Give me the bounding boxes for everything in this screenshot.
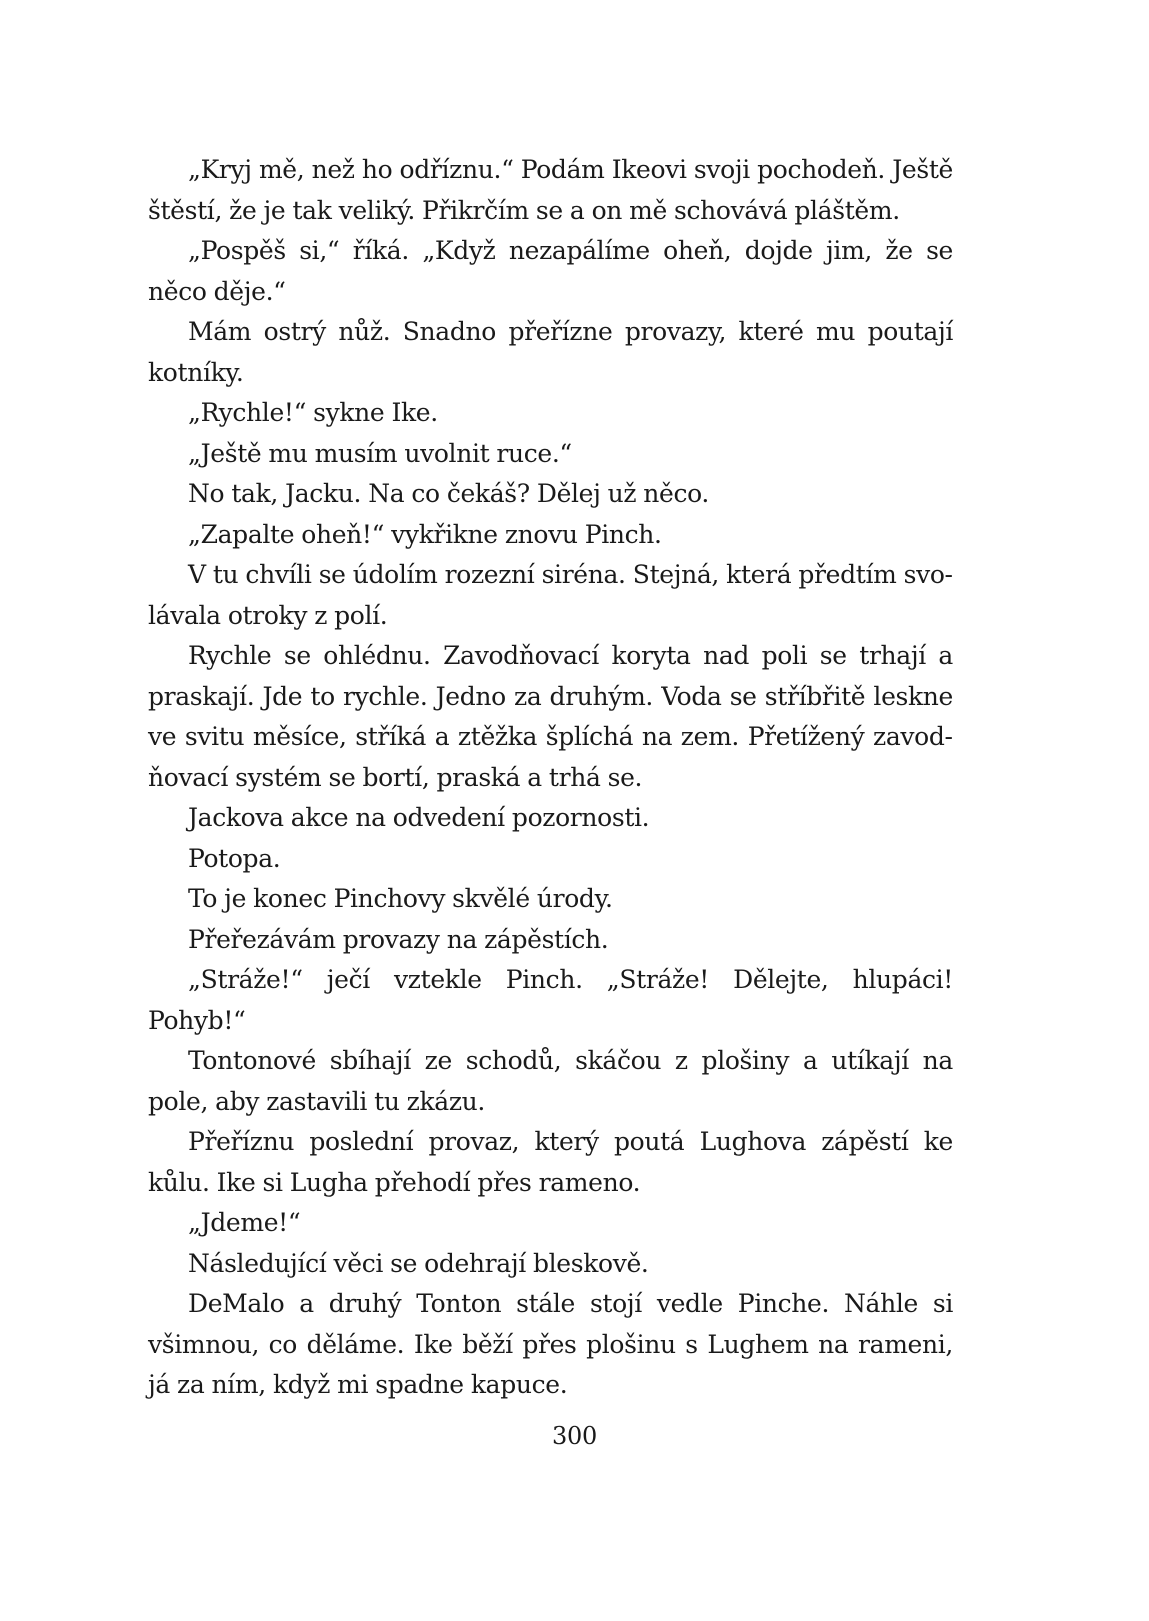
paragraph: Rychle se ohlédnu. Zavodňovací koryta nad poli se trhají a praskají. Jde to rychle. Jedno za druhým. Voda se stříbřitě leskne ve svitu měsíce, stříká a ztěžka šplíchá na zem. Přetížený zavodňovací systém se bortí, praská a trhá se.	[148, 641, 953, 792]
paragraph: Jackova akce na odvedení pozornosti.	[188, 803, 650, 832]
paragraph: Mám ostrý nůž. Snadno přeřízne provazy, které mu poutají kotníky.	[148, 317, 953, 387]
paragraph: „Pospěš si,“ říká. „Když nezapálíme oheň, dojde jim, že se něco děje.“	[148, 236, 953, 306]
paragraph: Potopa.	[188, 843, 281, 873]
paragraph: V tu chvíli se údolím rozezní siréna. Stejná, která předtím svolávala otroky z polí.	[148, 560, 953, 630]
paragraph: Tontonové sbíhají ze schodů, skáčou z plošiny a utíkají na pole, aby zastavili tu zkázu.	[148, 1046, 953, 1116]
paragraph: „Rychle!“ sykne Ike.	[188, 398, 438, 427]
body-text	[148, 150, 953, 1406]
paragraph: No tak, Jacku. Na co čekáš? Dělej už něco.	[188, 479, 709, 508]
paragraph: Následující věci se odehrají bleskově.	[188, 1248, 649, 1278]
page-number: 300	[552, 1422, 597, 1450]
paragraph: „Jdeme!“	[188, 1208, 301, 1237]
paragraph: To je konec Pinchovy skvělé úrody.	[188, 884, 613, 913]
paragraph: Přeřezávám provazy na zápěstích.	[188, 924, 609, 954]
paragraph: „Zapalte oheň!“ vykřikne znovu Pinch.	[188, 519, 662, 549]
paragraph: Přeříznu poslední provaz, který poutá Lughova zápěstí ke kůlu. Ike si Lugha přehodí přes rameno.	[148, 1127, 953, 1197]
paragraph: DeMalo a druhý Tonton stále stojí vedle Pinche. Náhle si všimnou, co děláme. Ike běží přes plošinu s Lughem na rameni, já za ním, když mi spadne kapuce.	[148, 1289, 953, 1399]
paragraph: „Stráže!“ ječí vztekle Pinch. „Stráže! Dělejte, hlupáci! Pohyb!“	[148, 965, 953, 1035]
paragraph: „Kryj mě, než ho odříznu.“ Podám Ikeovi svoji pochodeň. Ještě štěstí, že je tak veliký. Přikrčím se a on mě schovává pláštěm.	[148, 155, 953, 225]
paragraph: „Ještě mu musím uvolnit ruce.“	[188, 438, 572, 468]
